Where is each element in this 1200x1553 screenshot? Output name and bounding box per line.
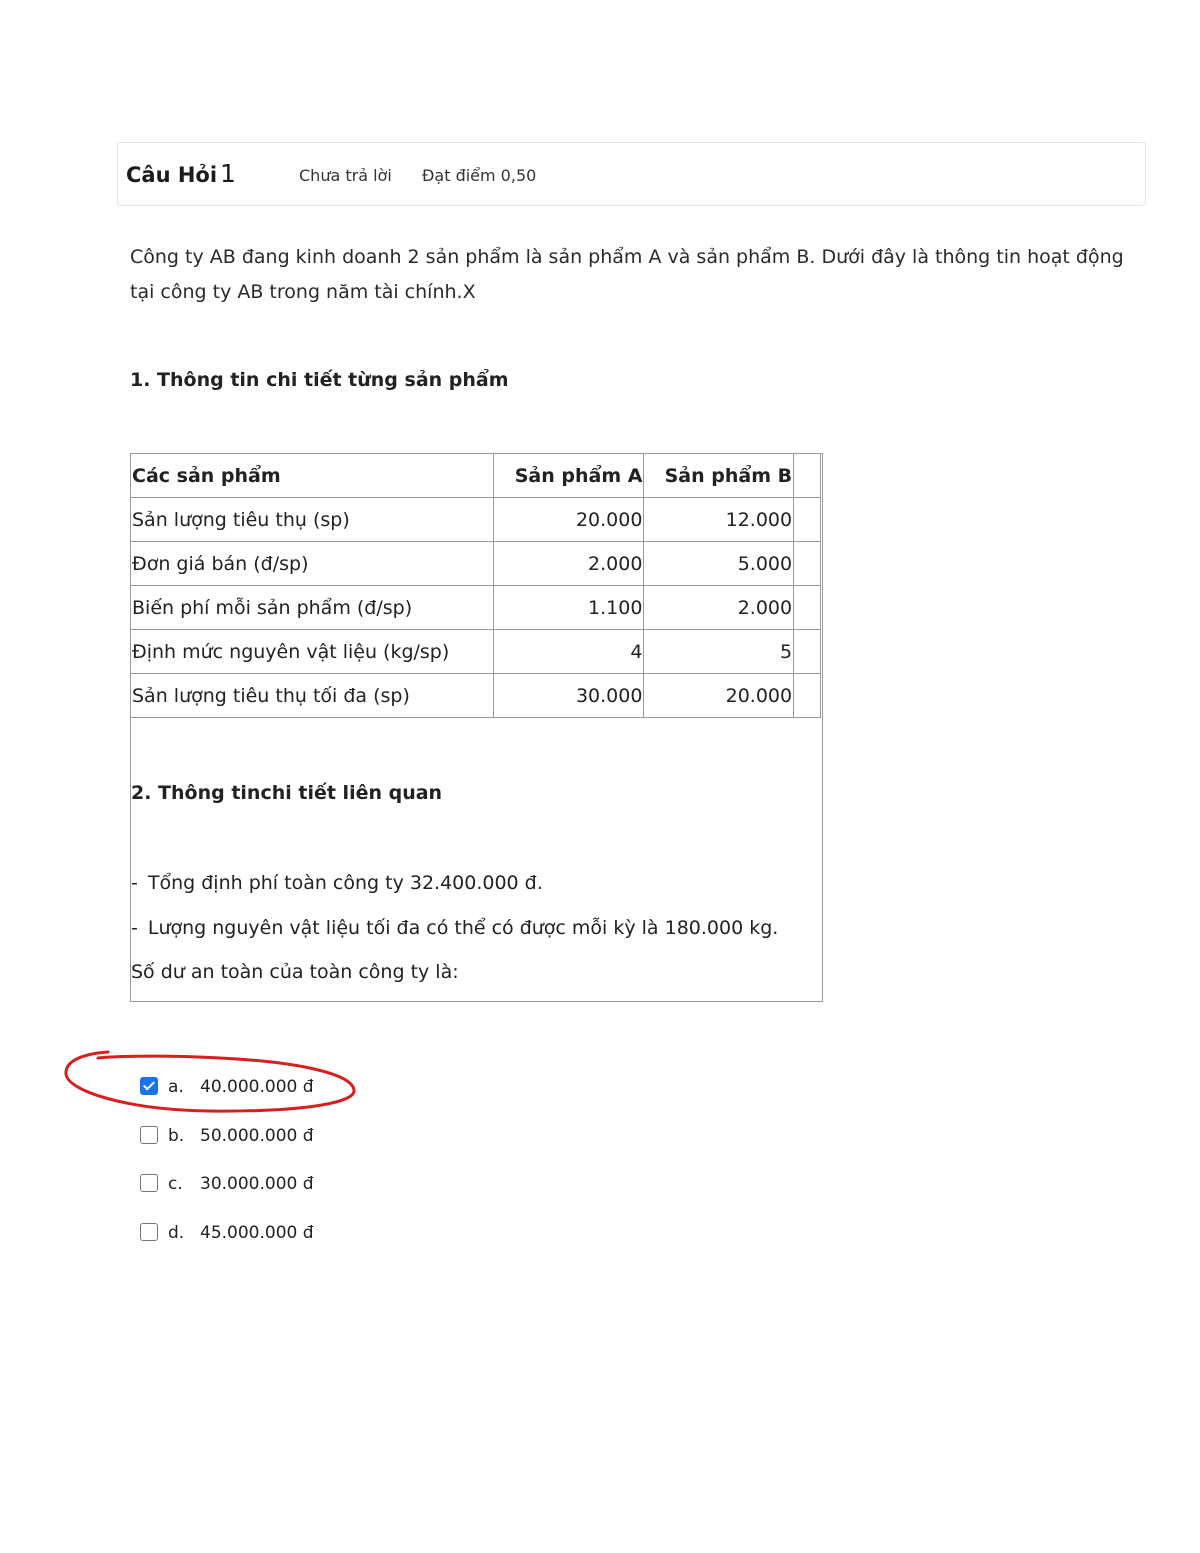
table-cell: Đơn giá bán (đ/sp) (131, 542, 494, 586)
option-letter: c. (168, 1174, 183, 1194)
product-info-table (130, 453, 821, 718)
table-empty-cell (794, 586, 821, 630)
table-cell: 4 (493, 630, 644, 674)
question-number: 1 (220, 159, 236, 188)
option-text: 40.000.000 đ (200, 1077, 314, 1097)
table-cell: Biến phí mỗi sản phẩm (đ/sp) (131, 586, 494, 630)
table-cell: 5.000 (644, 542, 794, 586)
table-row (131, 674, 821, 718)
table-cell: 1.100 (493, 586, 644, 630)
table-row (131, 498, 821, 542)
checkbox[interactable] (140, 1223, 158, 1241)
table-cell: 12.000 (644, 498, 794, 542)
table-header-cell: Sản phẩm B (644, 454, 794, 498)
table-empty-cell (794, 498, 821, 542)
table-row (131, 586, 821, 630)
question-prompt: Số dư an toàn của toàn công ty là: (131, 961, 459, 983)
question-info-header (117, 142, 1146, 206)
table-cell: Sản lượng tiêu thụ tối đa (sp) (131, 674, 494, 718)
option-letter: a. (168, 1077, 184, 1097)
table-cell: Sản lượng tiêu thụ (sp) (131, 498, 494, 542)
bullet-marker: - (131, 917, 138, 939)
table-header-cell: Các sản phẩm (131, 454, 494, 498)
table-cell: Định mức nguyên vật liệu (kg/sp) (131, 630, 494, 674)
checkbox[interactable] (140, 1126, 158, 1144)
question-content-box (130, 453, 823, 1002)
red-circle-annotation (60, 1048, 360, 1116)
section1-heading: 1. Thông tin chi tiết từng sản phẩm (130, 369, 509, 391)
list-item-text: Tổng định phí toàn công ty 32.400.000 đ. (147, 872, 543, 894)
table-cell: 20.000 (493, 498, 644, 542)
table-cell: 2.000 (493, 542, 644, 586)
list-item (131, 872, 543, 894)
option-letter: b. (168, 1126, 185, 1146)
table-cell: 2.000 (644, 586, 794, 630)
table-header-row (131, 454, 821, 498)
table-empty-cell (794, 674, 821, 718)
bullet-marker: - (131, 872, 138, 894)
list-item (131, 917, 778, 939)
table-header-cell: Sản phẩm A (493, 454, 644, 498)
question-grade: Đạt điểm 0,50 (422, 166, 537, 185)
table-cell: 5 (644, 630, 794, 674)
option-text: 30.000.000 đ (200, 1174, 314, 1194)
table-row (131, 630, 821, 674)
checkbox[interactable] (140, 1174, 158, 1192)
table-empty-cell (794, 454, 821, 498)
question-title (126, 159, 236, 188)
option-text: 50.000.000 đ (200, 1126, 314, 1146)
option-letter: d. (168, 1223, 185, 1243)
list-item-text: Lượng nguyên vật liệu tối đa có thể có được mỗi kỳ là 180.000 kg. (147, 917, 779, 939)
question-intro-text: Công ty AB đang kinh doanh 2 sản phẩm là sản phẩm A và sản phẩm B. Dưới đây là thông tin hoạt động tại công ty AB trong năm tài chính.X (130, 246, 1124, 303)
table-cell: 30.000 (493, 674, 644, 718)
table-row (131, 542, 821, 586)
table-cell: 20.000 (644, 674, 794, 718)
question-state: Chưa trả lời (299, 166, 392, 185)
question-title-label: Câu Hỏi (126, 163, 218, 187)
table-empty-cell (794, 630, 821, 674)
table-empty-cell (794, 542, 821, 586)
section2-heading: 2. Thông tinchi tiết liên quan (131, 782, 443, 804)
option-text: 45.000.000 đ (200, 1223, 314, 1243)
